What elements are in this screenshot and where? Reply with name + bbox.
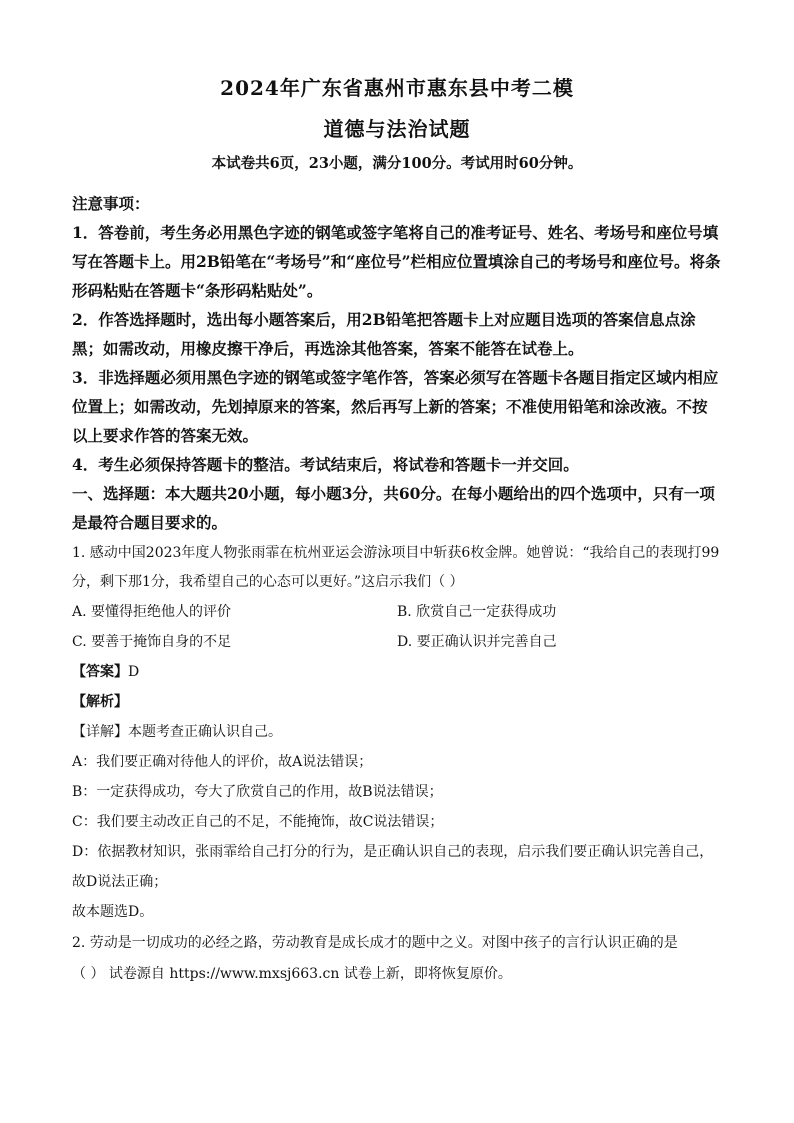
explanation-d: D：依据教材知识，张雨霏给自己打分的行为，是正确认识自己的表现，启示我们要正确认识完善自己，故D说法正确； — [72, 844, 714, 890]
question-1-stem: 1. 感动中国2023年度人物张雨霏在杭州亚运会游泳项目中斩获6枚金牌。她曾说：“我给自己的表现打99分，剩下那1分，我希望自己的心态可以更好。”这启示我们（ ） — [72, 545, 720, 590]
notice-item-4: 4．考生必须保持答题卡的整洁。考试结束后，将试卷和答题卡一并交回。 — [72, 455, 579, 474]
answer-value: D — [128, 664, 140, 680]
analysis-row — [72, 687, 722, 717]
explanation-b: B：一定获得成功，夸大了欣赏自己的作用，故B说法错误； — [72, 784, 443, 800]
notice-item-2: 2．作答选择题时，选出每小题答案后，用2B铅笔把答题卡上对应题目选项的答案信息点涂黑；如需改动，用橡皮擦干净后，再选涂其他答案，答案不能答在试卷上。 — [72, 310, 696, 358]
answer-row — [72, 657, 722, 687]
question-2-line2 — [72, 960, 722, 989]
explanation-a: A：我们要正确对待他人的评价，故A说法错误； — [72, 754, 373, 770]
exam-title: 2024年广东省惠州市惠东县中考二模 — [220, 76, 574, 100]
detail-label: 【详解】 — [72, 724, 128, 740]
option-a: A. 要懂得拒绝他人的评价 — [72, 604, 232, 620]
explanation-conclusion: 故本题选D。 — [72, 904, 154, 920]
option-d: D. 要正确认识并完善自己 — [397, 634, 557, 650]
answer-label: 【答案】 — [72, 664, 128, 680]
question-1-options — [72, 597, 722, 657]
analysis-label: 【解析】 — [72, 694, 128, 710]
exam-info: 本试卷共6页，23小题，满分100分。考试用时60分钟。 — [211, 155, 583, 172]
question-2-stem: 2. 劳动是一切成功的必经之路，劳动教育是成长成才的题中之义。对图中孩子的言行认识正确的是 — [72, 935, 678, 951]
option-c: C. 要善于掩饰自身的不足 — [72, 634, 232, 650]
notice-item-3: 3．非选择题必须用黑色字迹的钢笔或签字笔作答，答案必须写在答题卡各题目指定区域内相应位置上；如需改动，先划掉原来的答案，然后再写上新的答案；不准使用铅笔和涂改液。不按以上要求作答的答案无效。 — [72, 368, 719, 445]
explanation-c: C：我们要主动改正自己的不足，不能掩饰，故C说法错误； — [72, 814, 444, 830]
notice-item-1: 1．答卷前，考生务必用黑色字迹的钢笔或签字笔将自己的准考证号、姓名、考场号和座位号填写在答题卡上。用2B铅笔在“考场号”和“座位号”栏相应位置填涂自己的考场号和座位号。将条形码粘贴在答题卡“条形码粘贴处”。 — [72, 223, 721, 300]
section-heading: 一、选择题：本大题共20小题，每小题3分，共60分。在每小题给出的四个选项中，只有一项是最符合题目要求的。 — [72, 484, 715, 532]
detail-row — [72, 717, 722, 747]
question-2-bracket: （ ） — [72, 966, 105, 982]
detail-text: 本题考查正确认识自己。 — [128, 724, 282, 740]
source-link-text[interactable]: 试卷源自 https://www.mxsj663.cn 试卷上新，即将恢复原价。 — [108, 966, 512, 982]
exam-subtitle: 道德与法治试题 — [323, 117, 471, 141]
notice-heading: 注意事项： — [72, 194, 150, 213]
option-b: B. 欣赏自己一定获得成功 — [397, 604, 557, 620]
